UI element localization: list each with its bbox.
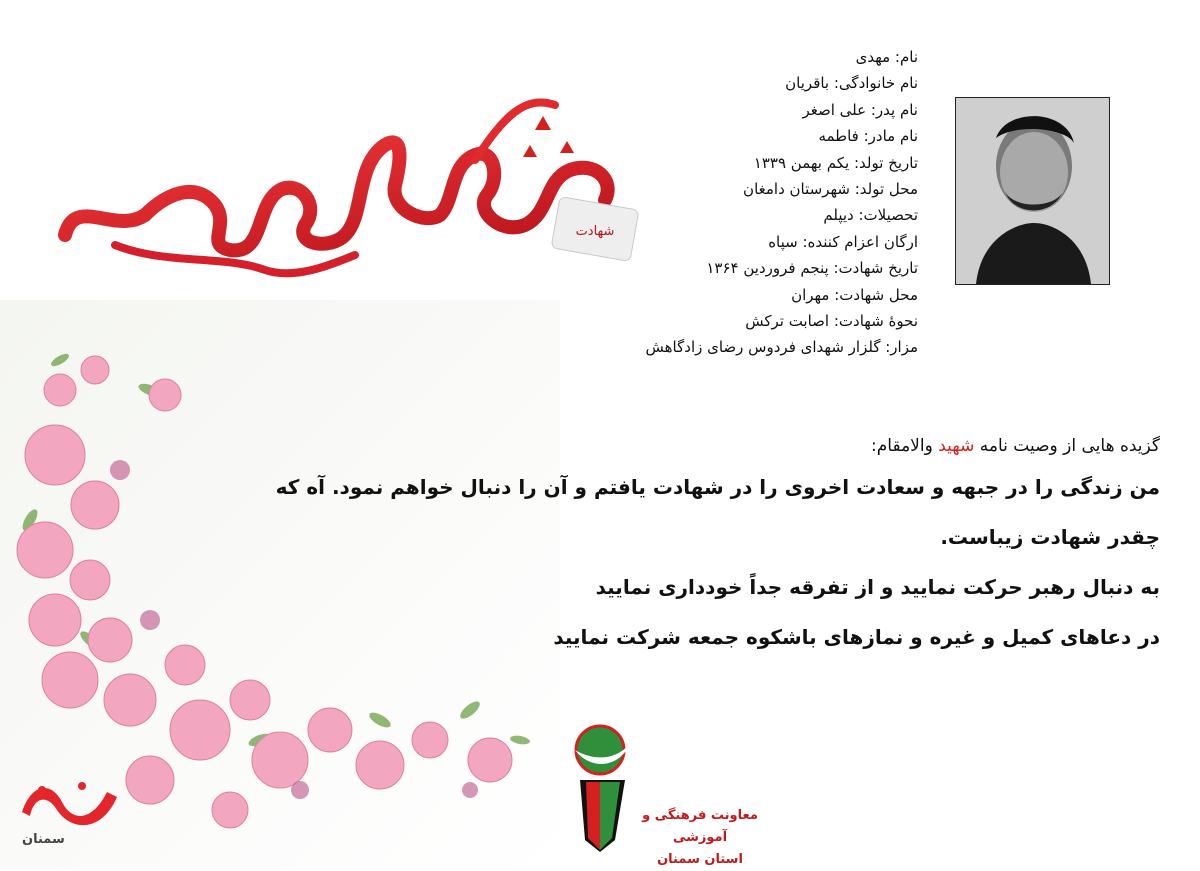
info-row: تحصیلات: دیپلم bbox=[823, 206, 918, 225]
info-row: تاریخ تولد: یکم بهمن ۱۳۳۹ bbox=[753, 153, 918, 172]
navid-shahed-logo bbox=[12, 772, 122, 862]
info-row: نام خانوادگی: باقریان bbox=[785, 74, 918, 93]
org-name: معاونت فرهنگی و آموزشی استان سمنان bbox=[642, 808, 758, 867]
info-row: محل تولد: شهرستان دامغان bbox=[743, 180, 918, 199]
info-row: نام: مهدی bbox=[855, 48, 918, 66]
info-row: نام پدر: علی اصغر bbox=[802, 100, 918, 119]
info-row: محل شهادت: مهران bbox=[791, 285, 918, 304]
foundation-emblem bbox=[540, 720, 640, 860]
info-row: مزار: گلزار شهدای فردوس رضای زادگاهش bbox=[645, 338, 918, 357]
will-line-1: من زندگی را در جبهه و سعادت اخروی را در شهادت یافتم و آن را دنبال خواهم نمود. آه که bbox=[275, 475, 1160, 499]
will-line-4: در دعاهای کمیل و غیره و نمازهای باشکوه جمعه شرکت نمایید bbox=[553, 625, 1160, 649]
info-row: نحوهٔ شهادت: اصابت ترکش bbox=[745, 312, 918, 331]
will-line-2: چقدر شهادت زیباست. bbox=[940, 525, 1160, 549]
info-row: نام مادر: فاطمه bbox=[818, 127, 918, 146]
info-row: تاریخ شهادت: پنجم فروردین ۱۳۶۴ bbox=[706, 259, 918, 278]
will-line-3: به دنبال رهبر حرکت نمایید و از تفرقه جداً خودداری نمایید bbox=[595, 575, 1160, 599]
will-heading: گزیده هایی از وصیت نامه شهید والامقام: bbox=[871, 436, 1160, 456]
seal-text: شهادت bbox=[575, 224, 615, 239]
brand-subtitle: سمنان bbox=[22, 832, 65, 847]
will-heading-highlight: شهید bbox=[938, 436, 975, 456]
info-row: ارگان اعزام کننده: سپاه bbox=[768, 232, 918, 251]
martyr-info bbox=[588, 44, 918, 361]
will-excerpt bbox=[180, 436, 1160, 662]
martyr-portrait bbox=[955, 97, 1110, 285]
ribbon-calligraphy bbox=[55, 85, 655, 315]
